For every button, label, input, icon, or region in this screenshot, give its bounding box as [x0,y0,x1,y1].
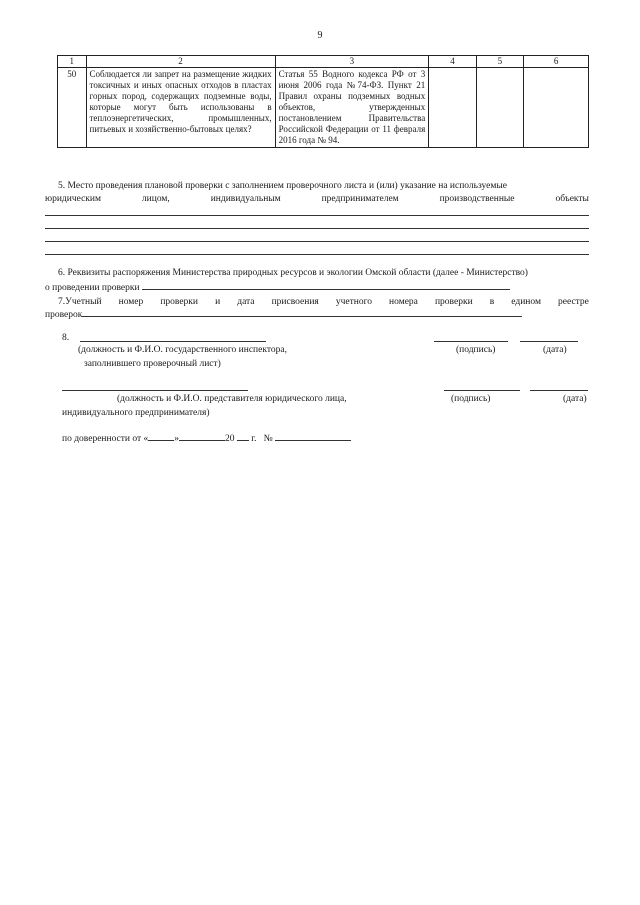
representative-name-field[interactable] [62,390,248,391]
inspector-name-field[interactable] [80,341,266,342]
table-row [58,67,589,147]
col-header-5: 5 [476,56,523,68]
answer-cell-6[interactable] [524,67,589,147]
row-number: 50 [58,67,87,147]
poa-year-field[interactable] [237,440,249,441]
representative-label-2: индивидуального предпринимателя) [62,408,210,418]
table-header-row [58,56,589,68]
poa-number-sign: № [263,434,273,444]
section7-word: дата [237,297,255,307]
date-label-2: (дата) [563,394,587,404]
section5-fill-line-3[interactable] [45,241,589,242]
section5-line2 [45,194,589,204]
section7-word: и [215,297,221,307]
poa-year-suffix: г. [251,434,257,444]
inspector-label-1: (должность и Ф.И.О. государственного инспектора, [78,345,287,355]
answer-cell-5[interactable] [476,67,523,147]
legal-reference: Статья 55 Водного кодекса РФ от 3 июня 2006 года №74-ФЗ. Пункт 21 Правил охраны подземных водных объектов, утвержденных постановлением Правительства Российской Федерации от 11 февраля 2016 года № 94. [275,67,429,147]
page-number: 9 [317,30,323,41]
poa-number-field[interactable] [275,440,351,441]
section7-word: номера [389,297,418,307]
section5-fill-line-1[interactable] [45,215,589,216]
signature-label-2: (подпись) [451,394,491,404]
section5-line1: 5. Место проведения плановой проверки с заполнением проверочного листа и (или) указание на используемые [58,181,508,191]
poa-month-field[interactable] [179,440,225,441]
section5-word: юридическим [45,194,102,204]
poa-day-field[interactable] [148,440,174,441]
section5-word: лицом, [141,194,170,204]
poa-prefix: по доверенности от « [62,434,149,444]
section5-fill-line-2[interactable] [45,228,589,229]
section7-label: проверок [45,310,83,320]
section7-word: 7.Учетный [58,297,102,307]
checklist-table [57,55,589,148]
poa-close-quote: » [174,434,180,444]
section7-line2 [45,310,522,320]
registry-number-field[interactable] [82,316,522,317]
section7-word: проверки [434,297,473,307]
representative-date-field[interactable] [530,390,588,391]
inspector-label-2: заполнившего проверочный лист) [84,359,221,369]
section5-fill-line-4[interactable] [45,254,589,255]
section7-word: едином [511,297,541,307]
section7-word: в [489,297,495,307]
section6-label: о проведении проверки [45,283,140,293]
section7-word: номер [118,297,144,307]
representative-label-1: (должность и Ф.И.О. представителя юридического лица, [117,394,347,404]
inspector-signature-field[interactable] [434,341,508,342]
signature-label: (подпись) [456,345,496,355]
power-of-attorney-line [62,434,351,444]
section5-word: предпринимателем [321,194,399,204]
section5-word: производственные [439,194,515,204]
representative-signature-field[interactable] [444,390,520,391]
section6-line2 [45,283,510,293]
section7-line1 [58,297,589,307]
col-header-3: 3 [275,56,429,68]
answer-cell-4[interactable] [429,67,476,147]
section8-number: 8. [62,333,70,343]
section5-word: объекты [555,194,589,204]
section6-line1: 6. Реквизиты распоряжения Министерства природных ресурсов и экологии Омской области (далее - Министерство) [58,268,528,278]
col-header-6: 6 [524,56,589,68]
order-details-field[interactable] [142,289,510,290]
section7-word: проверки [160,297,199,307]
section5-word: индивидуальным [210,194,281,204]
poa-year-prefix: 20 [225,434,235,444]
col-header-2: 2 [86,56,275,68]
requirement-text: Соблюдается ли запрет на размещение жидких токсичных и иных опасных отходов в пластах горных пород, содержащих подземные воды, которые могут быть использованы в теплоэнергетических, промышленных, питьевых и хозяйственно-бытовых целях? [86,67,275,147]
date-label: (дата) [543,345,567,355]
col-header-4: 4 [429,56,476,68]
section7-word: учетного [335,297,372,307]
inspector-date-field[interactable] [520,341,578,342]
col-header-1: 1 [58,56,87,68]
section7-word: присвоения [271,297,319,307]
section7-word: реестре [558,297,589,307]
